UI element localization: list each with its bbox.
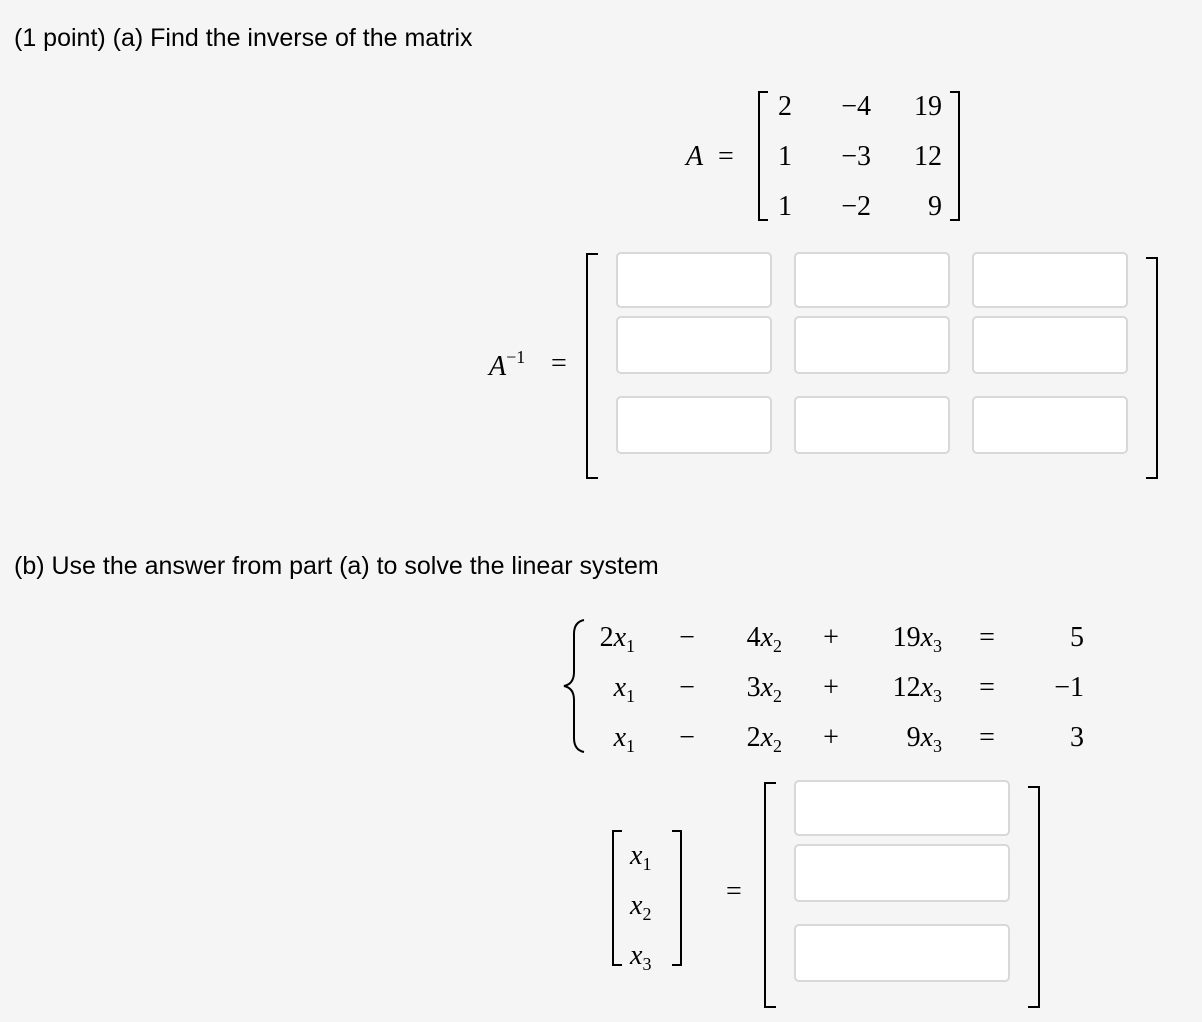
system-term: $x_1$ (613, 722, 635, 756)
inverse-exponent: −1 (506, 347, 526, 367)
system-term: $2x_1$ (599, 622, 635, 656)
system-equals: = (979, 722, 995, 753)
system-term: $12x_3$ (892, 672, 942, 706)
system-brace (560, 618, 588, 754)
inverse-label: $A^{-1}$ (489, 347, 526, 382)
inverse-entry-input[interactable] (972, 316, 1128, 374)
inverse-entry-input[interactable] (794, 396, 950, 454)
matrix-a-right-bracket (950, 91, 960, 221)
inverse-entry-input[interactable] (794, 252, 950, 308)
inverse-entry-input[interactable] (616, 396, 772, 454)
system-term: $4x_2$ (746, 622, 782, 656)
inverse-equals: = (551, 348, 567, 379)
part-a-heading: (1 point) (a) Find the inverse of the matrix (14, 24, 473, 52)
solution-left-bracket (764, 782, 776, 1008)
system-operator: − (679, 722, 695, 753)
matrix-a-label: A (686, 141, 704, 172)
system-equals: = (979, 622, 995, 653)
matrix-a-cell: −3 (841, 141, 871, 172)
matrix-a-cell: 1 (778, 141, 792, 172)
matrix-a-cell: 9 (928, 191, 942, 222)
system-term: $x_1$ (613, 672, 635, 706)
system-operator: + (823, 622, 839, 653)
matrix-a-cell: 2 (778, 91, 792, 122)
inverse-entry-input[interactable] (794, 316, 950, 374)
system-term: $3x_2$ (746, 672, 782, 706)
system-rhs: −1 (1054, 672, 1084, 703)
variable-vector-left-bracket (612, 830, 622, 966)
variable-vector-entry: $x_1$ (630, 840, 652, 874)
system-equals: = (979, 672, 995, 703)
solution-entry-input[interactable] (794, 844, 1010, 902)
matrix-a-cell: 12 (914, 141, 942, 172)
matrix-a-cell: −4 (841, 91, 871, 122)
inverse-entry-input[interactable] (616, 252, 772, 308)
inverse-entry-input[interactable] (972, 396, 1128, 454)
matrix-a-equals: = (718, 141, 734, 172)
system-rhs: 5 (1070, 622, 1084, 653)
solution-entry-input[interactable] (794, 924, 1010, 982)
matrix-a-cell: 1 (778, 191, 792, 222)
variable-vector-entry: $x_3$ (630, 940, 652, 974)
matrix-a-cell: −2 (841, 191, 871, 222)
system-operator: + (823, 722, 839, 753)
solution-entry-input[interactable] (794, 780, 1010, 836)
solution-right-bracket (1028, 786, 1040, 1008)
system-term: $19x_3$ (892, 622, 942, 656)
part-b-heading: (b) Use the answer from part (a) to solve the linear system (14, 552, 659, 580)
system-term: $9x_3$ (906, 722, 942, 756)
system-term: $2x_2$ (746, 722, 782, 756)
solution-equals: = (726, 876, 742, 907)
inverse-entry-input[interactable] (616, 316, 772, 374)
system-operator: + (823, 672, 839, 703)
variable-vector-entry: $x_2$ (630, 890, 652, 924)
matrix-a-cell: 19 (914, 91, 942, 122)
system-operator: − (679, 622, 695, 653)
inverse-left-bracket (586, 253, 598, 479)
inverse-entry-input[interactable] (972, 252, 1128, 308)
inverse-right-bracket (1146, 257, 1158, 479)
variable-vector-right-bracket (672, 830, 682, 966)
system-operator: − (679, 672, 695, 703)
system-rhs: 3 (1070, 722, 1084, 753)
